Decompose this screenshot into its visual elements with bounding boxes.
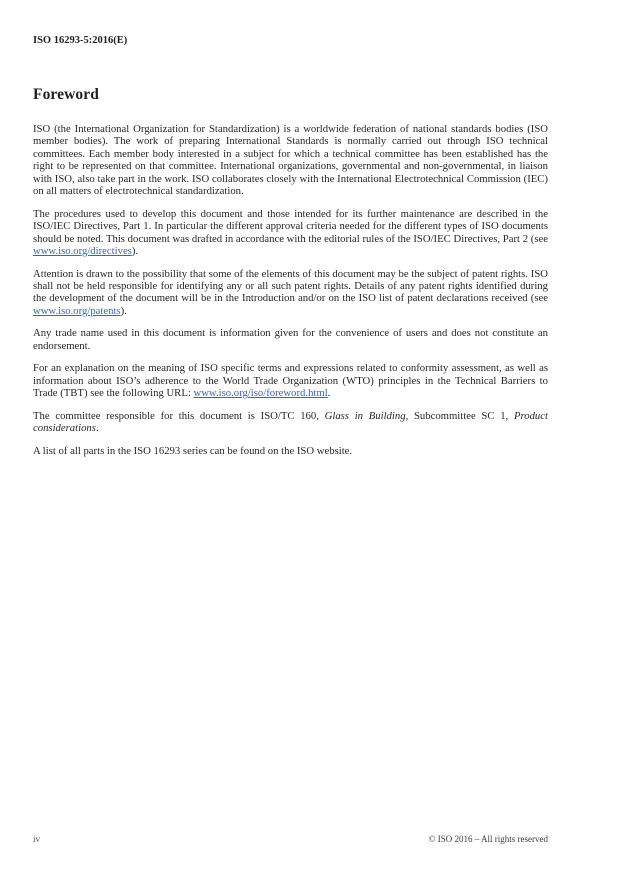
link-iso-foreword-url[interactable]: www.iso.org/iso/foreword.html xyxy=(193,387,328,400)
paragraph-text: . xyxy=(95,422,99,435)
paragraph-text: The procedures used to develop this document and those intended for its further maintenance are described in the ISO/IEC Directives, Part 1. In particular the different approval criteria needed for the different types of ISO documents should be noted. This document was drafted in accordance with the editorial rules of the ISO/IEC Directives, Part 2 (see xyxy=(33,207,548,245)
paragraph-wto-principles xyxy=(33,362,548,399)
page-footer xyxy=(33,834,548,845)
page-content xyxy=(33,0,548,457)
paragraph-text: A list of all parts in the ISO 16293 series can be found on the ISO website. xyxy=(33,444,353,457)
paragraph-trade-name xyxy=(33,327,548,352)
paragraph-text: ). xyxy=(131,245,139,258)
paragraph-text: The committee responsible for this document is ISO/TC 160, xyxy=(33,409,325,422)
subcommittee-name-italic: Product considerations xyxy=(33,409,548,435)
page-title: Foreword xyxy=(33,86,99,103)
paragraph-procedures xyxy=(33,208,548,258)
paragraph-iso-federation xyxy=(33,123,548,198)
document-number: ISO 16293-5:2016(E) xyxy=(33,35,128,46)
copyright-notice: © ISO 2016 – All rights reserved xyxy=(428,834,548,844)
paragraph-committee xyxy=(33,410,548,435)
paragraph-text: ISO (the International Organization for Standardization) is a worldwide federation of national standards bodies (ISO member bodies). The work of preparing International Standards is normally carried out through ISO technical committees. Each member body interested in a subject for which a technical committee has been established has the right to be represented on that committee. International organizations, governmental and non-governmental, in liaison with ISO, also take part in the work. ISO collaborates closely with the International Electrotechnical Commission (IEC) on all matters of electrotechnical standardization. xyxy=(33,123,548,198)
link-iso-patents[interactable]: www.iso.org/patents xyxy=(33,304,121,317)
paragraph-text: Any trade name used in this document is information given for the convenience of users and does not constitute an endorsement. xyxy=(33,327,548,352)
page-number: iv xyxy=(33,834,41,844)
paragraph-text: , Subcommittee SC 1, xyxy=(405,409,514,422)
committee-name-italic: Glass in Building xyxy=(324,409,406,422)
paragraph-patent-rights xyxy=(33,268,548,318)
link-iso-directives[interactable]: www.iso.org/directives xyxy=(33,245,132,258)
paragraph-parts-list xyxy=(33,445,548,457)
paragraph-text: . xyxy=(327,387,331,400)
paragraph-text: For an explanation on the meaning of ISO specific terms and expressions related to conformity assessment, as well as information about ISO’s adherence to the World Trade Organization (WTO) principles in the Technical Barriers to Trade (TBT) see the following URL: xyxy=(33,362,548,400)
paragraph-text: ). xyxy=(120,304,127,317)
paragraph-text: Attention is drawn to the possibility that some of the elements of this document may be the subject of patent rights. ISO shall not be held responsible for identifying any or all such patent rights. Details of any patent rights identified during the development of the document will be in the Introduction and/or on the ISO list of patent declarations received (see xyxy=(33,267,548,305)
